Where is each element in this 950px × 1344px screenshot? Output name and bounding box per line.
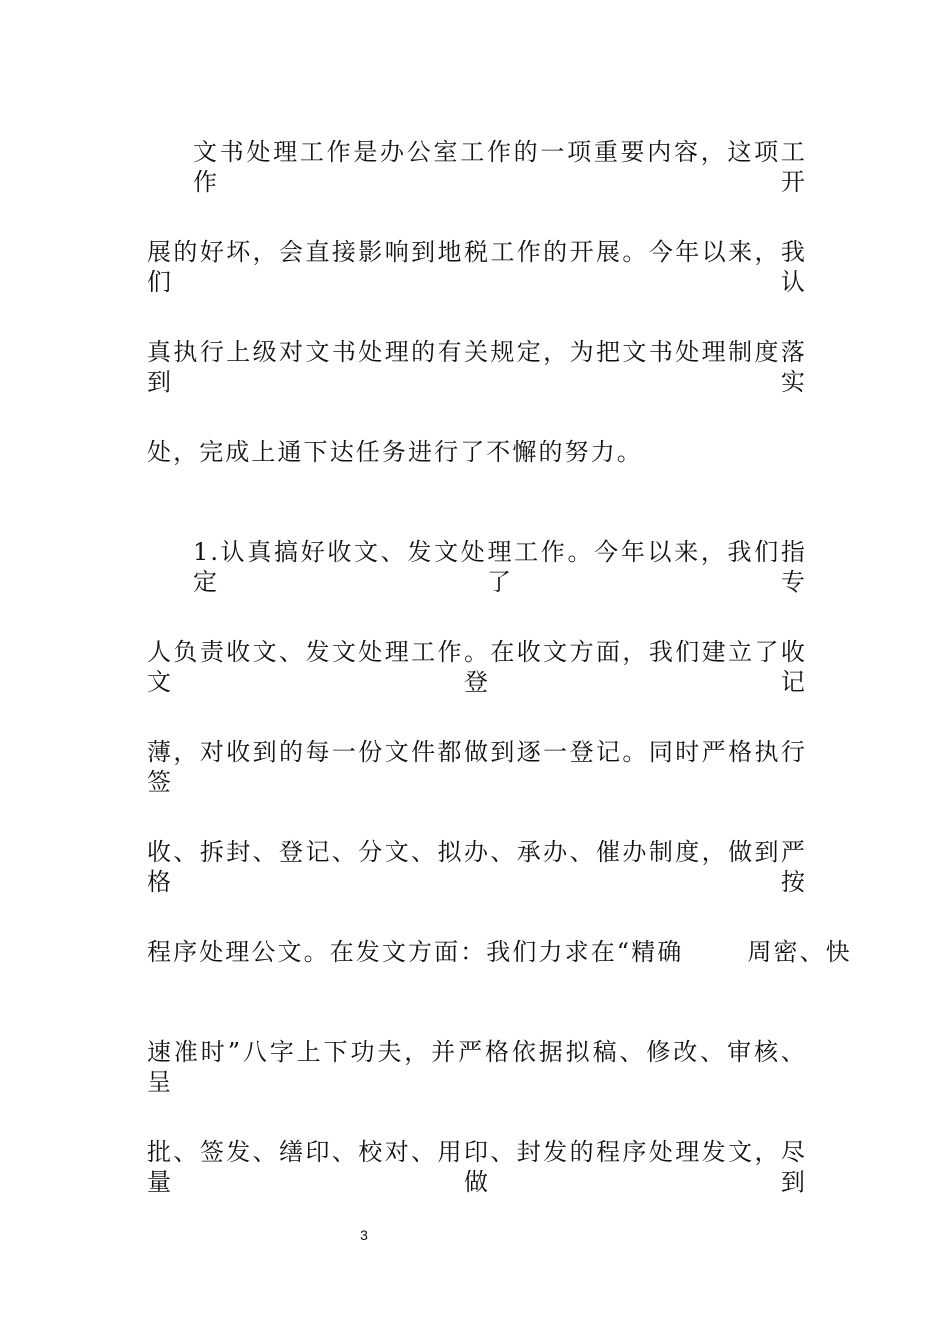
paragraph-1-line-3: 真执行上级对文书处理的有关规定，为把文书处理制度落到实 xyxy=(147,338,807,396)
paragraph-2-line-5-end: 周密、快 xyxy=(747,938,852,966)
paragraph-2-line-4: 收、拆封、登记、分文、拟办、承办、催办制度，做到严格按 xyxy=(147,838,807,896)
paragraph-2-line-6: 速准时”八字上下功夫，并严格依据拟稿、修改、审核、呈 xyxy=(147,1038,807,1096)
paragraph-1-line-1: 文书处理工作是办公室工作的一项重要内容，这项工作开 xyxy=(193,138,807,196)
paragraph-2-line-3: 薄，对收到的每一份文件都做到逐一登记。同时严格执行签 xyxy=(147,738,807,796)
paragraph-2-line-7: 批、签发、缮印、校对、用印、封发的程序处理发文，尽量做到 xyxy=(147,1138,807,1196)
paragraph-1-line-2: 展的好坏，会直接影响到地税工作的开展。今年以来，我们认 xyxy=(147,238,807,296)
paragraph-2-line-5 xyxy=(147,937,852,967)
paragraph-2-line-2: 人负责收文、发文处理工作。在收文方面，我们建立了收文登记 xyxy=(147,638,807,696)
page-number: 3 xyxy=(360,1227,368,1243)
paragraph-1-line-4: 处，完成上通下达任务进行了不懈的努力。 xyxy=(147,438,643,466)
paragraph-2-line-1: 1.认真搞好收文、发文处理工作。今年以来，我们指定了专 xyxy=(193,538,807,596)
paragraph-2-line-5-start: 程序处理公文。在发文方面：我们力求在“精确 xyxy=(147,938,684,966)
